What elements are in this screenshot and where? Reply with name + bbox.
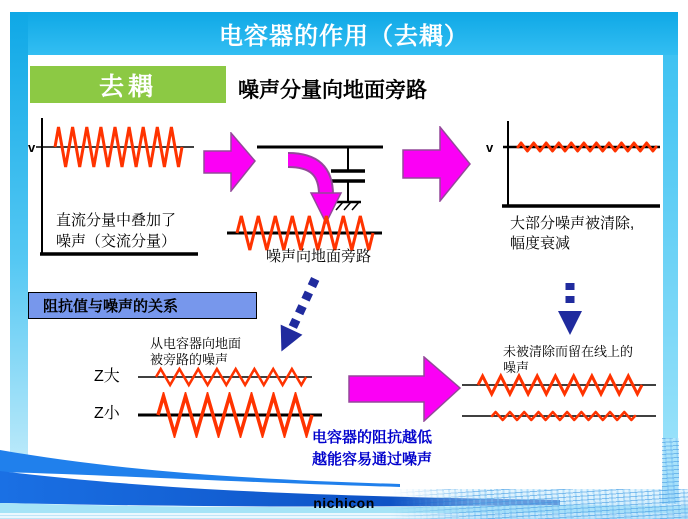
header-banner xyxy=(10,12,678,55)
remaining-noise-wave-small xyxy=(492,412,635,420)
left-graph-axis-label: v xyxy=(28,140,36,155)
impedance-header-box xyxy=(28,292,257,319)
bypass-caption: 噪声向地面旁路 xyxy=(266,248,372,265)
right-block-arrow-icon xyxy=(203,132,257,192)
left-border-bar xyxy=(10,12,28,464)
filtered-signal-graph xyxy=(498,118,663,213)
impedance-header-label: 阻抗值与噪声的关系 xyxy=(43,298,179,315)
z-large-noise-graph xyxy=(136,360,321,394)
right-graph-axis-label: v xyxy=(486,140,494,155)
impedance-conclusion-note: 电容器的阻抗越低 越能容易通过噪声 xyxy=(311,429,432,468)
bypassed-noise-note: 从电容器向地面 被旁路的噪声 xyxy=(150,336,242,367)
right-border-bar xyxy=(663,55,678,503)
residual-ripple-wave xyxy=(518,143,656,151)
z-large-label: Z大 xyxy=(94,368,120,385)
remaining-noise-graph-small xyxy=(460,405,660,427)
remaining-noise-note: 未被清除而留在线上的 噪声 xyxy=(503,344,634,375)
z-small-noise-wave xyxy=(158,396,312,434)
slide-subtitle: 噪声分量向地面旁路 xyxy=(238,79,427,102)
right-block-arrow-icon xyxy=(348,356,462,422)
dotted-diagonal-arrow-icon xyxy=(280,272,342,367)
decoupling-badge xyxy=(30,66,226,103)
remaining-noise-graph-large xyxy=(460,369,660,401)
slide-title: 电容器的作用（去耦） xyxy=(219,23,469,50)
bottom-mesh-pattern xyxy=(390,489,688,519)
nichicon-logo: nichicon xyxy=(313,495,375,511)
right-mesh-pattern xyxy=(662,438,679,504)
z-small-label: Z小 xyxy=(94,405,120,422)
left-graph-caption: 直流分量中叠加了 噪声（交流分量） xyxy=(55,212,176,250)
decoupling-badge-label: 去耦 xyxy=(98,72,157,101)
right-graph-caption: 大部分噪声被清除, 幅度衰减 xyxy=(510,215,635,252)
dotted-down-arrow-icon xyxy=(552,281,588,339)
right-block-arrow-icon xyxy=(402,126,472,202)
